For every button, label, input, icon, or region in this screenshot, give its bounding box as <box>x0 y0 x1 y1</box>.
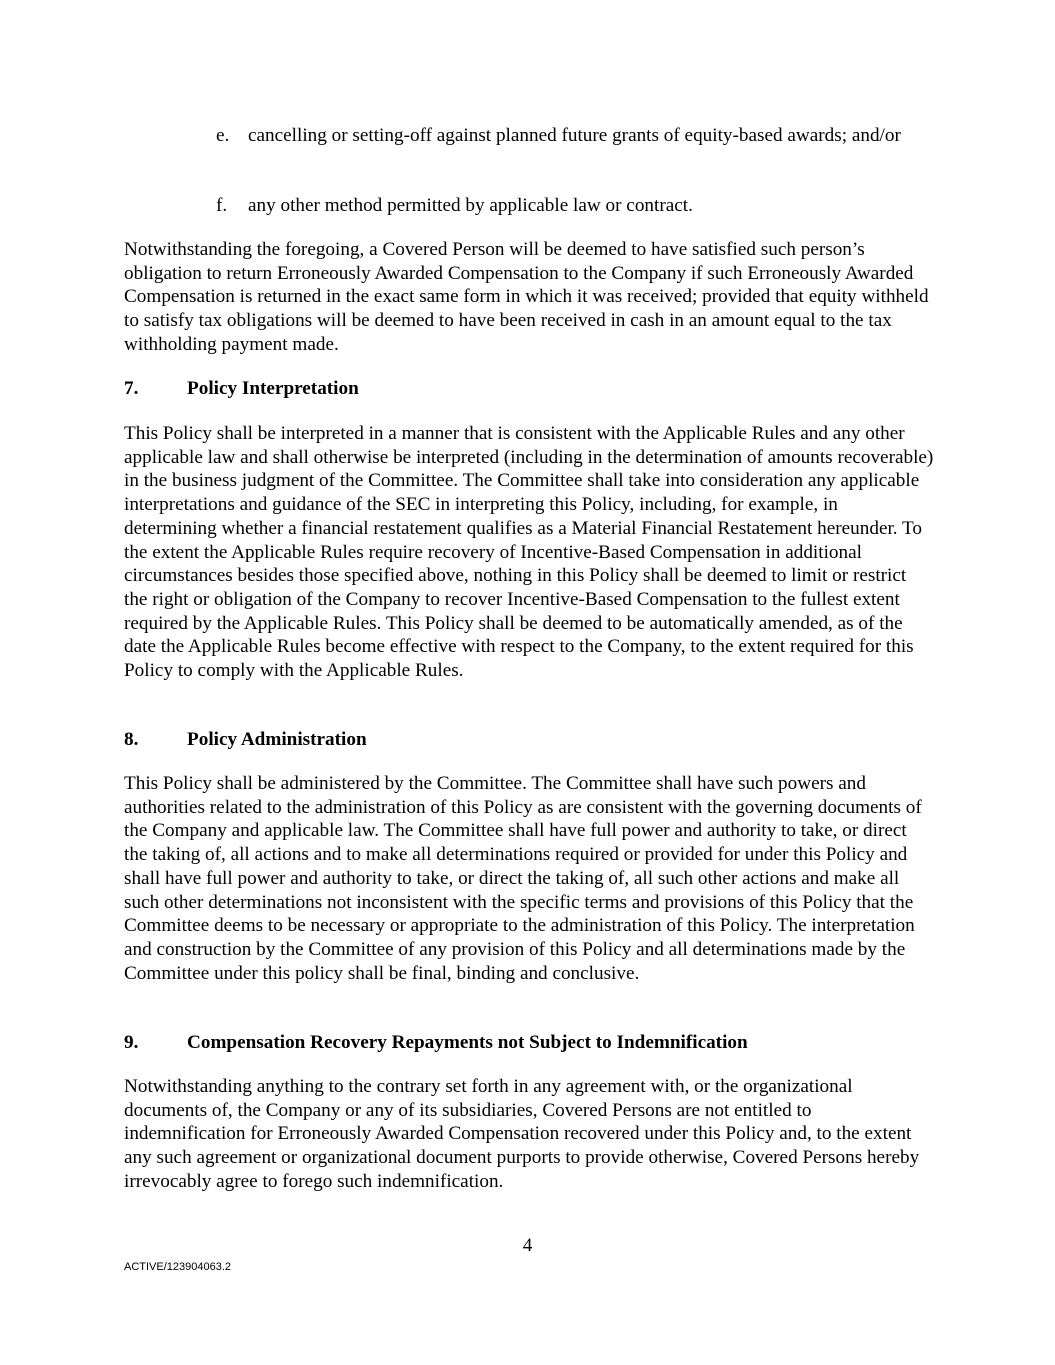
section-number: 8. <box>124 729 139 750</box>
section-body-8: This Policy shall be administered by the Committee. The Committee shall have such powers and authorities related to the administration of this Policy as are consistent with the governing documents of the Company and applicable law. The Committee shall have full power and authority to take, or direct the taking of, all actions and to make all determinations required or provided for under this Policy and shall have full power and authority to take, or direct the taking of, all such other actions and make all such other determinations not inconsistent with the specific terms and provisions of this Policy that the Committee deems to be necessary or appropriate to the administration of this Policy. The interpretation and construction by the Committee of any provision of this Policy and all determinations made by the Committee under this policy shall be final, binding and conclusive. <box>124 773 922 984</box>
list-marker: e. <box>216 125 230 146</box>
section-body-9: Notwithstanding anything to the contrary set forth in any agreement with, or the organizational documents of, the Company or any of its subsidiaries, Covered Persons are not entitled to indemnification for Erroneously Awarded Compensation recovered under this Policy and, to the extent any such agreement or organizational document purports to provide otherwise, Covered Persons hereby irrevocably agree to forego such indemnification. <box>124 1076 920 1192</box>
list-item-e <box>216 124 916 148</box>
section-number: 7. <box>124 378 139 399</box>
section-title: Compensation Recovery Repayments not Subject to Indemnification <box>187 1032 748 1053</box>
section-title: Policy Interpretation <box>187 378 359 399</box>
list-marker: f. <box>216 195 228 216</box>
section-body-7: This Policy shall be interpreted in a manner that is consistent with the Applicable Rules and any other applicable law and shall otherwise be interpreted (including in the determination of amounts recoverable) in the business judgment of the Committee. The Committee shall take into consideration any applicable interpretations and guidance of the SEC in interpreting this Policy, including, for example, in determining whether a financial restatement qualifies as a Material Financial Restatement hereunder. To the extent the Applicable Rules require recovery of Incentive-Based Compensation in additional circumstances besides those specified above, nothing in this Policy shall be deemed to limit or restrict the right or obligation of the Company to recover Incentive-Based Compensation to the fullest extent required by the Applicable Rules. This Policy shall be deemed to be automatically amended, as of the date the Applicable Rules become effective with respect to the Company, to the extent required for this Policy to comply with the Applicable Rules. <box>124 423 934 682</box>
list-item-text: cancelling or setting-off against planned future grants of equity-based awards; and/or <box>248 125 901 146</box>
document-id: ACTIVE/123904063.2 <box>124 1261 232 1273</box>
list-item-f <box>216 194 916 218</box>
page-number: 4 <box>522 1235 533 1256</box>
section-title: Policy Administration <box>187 729 367 750</box>
list-item-text: any other method permitted by applicable law or contract. <box>248 195 693 216</box>
section-number: 9. <box>124 1032 139 1053</box>
paragraph-return-obligation: Notwithstanding the foregoing, a Covered Person will be deemed to have satisfied such person’s obligation to return Erroneously Awarded Compensation to the Company if such Erroneously Awarded Compensation is returned in the exact same form in which it was received; provided that equity withheld to satisfy tax obligations will be deemed to have been received in cash in an amount equal to the tax withholding payment made. <box>124 239 929 355</box>
